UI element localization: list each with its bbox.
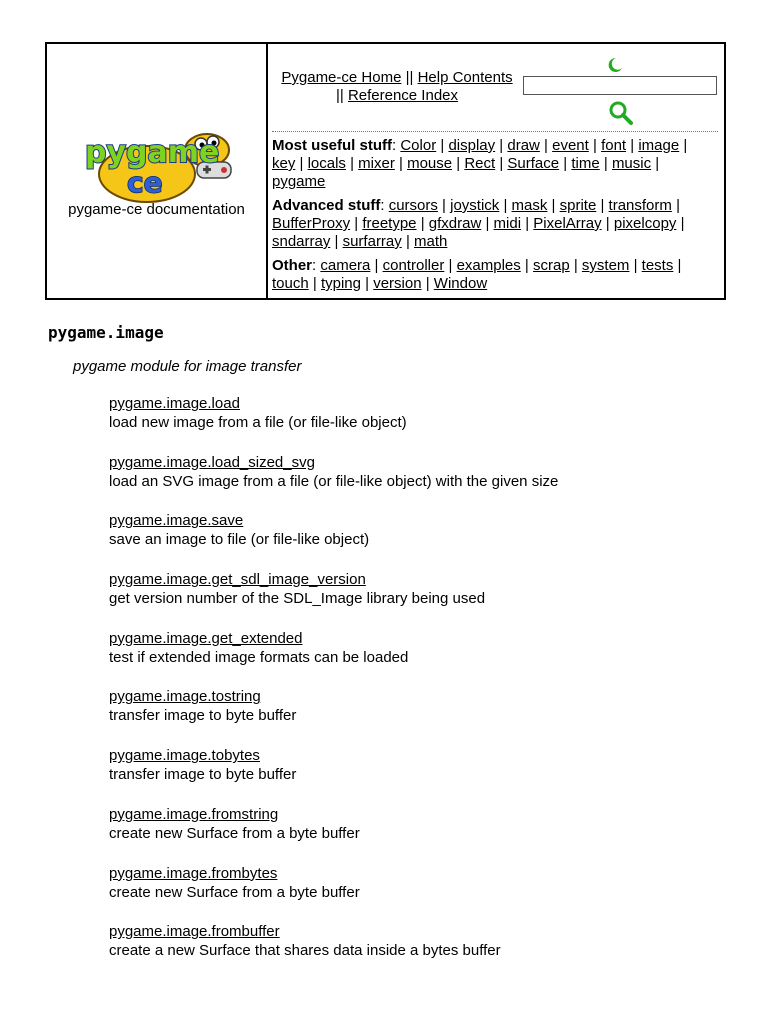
link-draw[interactable]: draw [507,137,540,154]
divider [272,131,718,132]
function-description: create new Surface from a byte buffer [109,824,360,842]
function-entry [109,629,729,688]
reference-index-link[interactable]: Reference Index [347,87,459,104]
group-label: Advanced stuff [272,197,381,214]
link-window[interactable]: Window [433,275,488,292]
link-tests[interactable]: tests [641,257,674,274]
function-link[interactable]: pygame.image.get_extended [109,629,303,647]
function-entry [109,570,729,629]
function-description: get version number of the SDL_Image library being used [109,590,486,608]
link-sprite[interactable]: sprite [559,197,597,214]
link-cursors[interactable]: cursors [388,197,438,214]
function-description: test if extended image formats can be loaded [109,648,409,666]
nav-cell [268,44,724,298]
group-label: Most useful stuff [272,137,392,154]
link-version[interactable]: version [373,275,422,292]
logo-cell [47,44,268,298]
function-link[interactable]: pygame.image.tostring [109,688,261,706]
svg-text:ce: ce [127,166,163,199]
link-touch[interactable]: touch [272,275,309,292]
function-entry [109,394,729,453]
link-camera[interactable]: camera [320,257,371,274]
function-entry [109,453,729,512]
function-link[interactable]: pygame.image.save [109,512,244,530]
function-entry [109,746,729,805]
function-entry [109,805,729,864]
function-description: create new Surface from a byte buffer [109,883,360,901]
group-advanced: Advanced stuff: cursors | joystick | mask | sprite | transform | BufferProxy | freetype | gfxdraw | midi | PixelArray | pixelcopy | sndarray | surfarray | math [272,197,685,250]
function-link[interactable]: pygame.image.frombytes [109,864,278,882]
link-scrap[interactable]: scrap [533,257,570,274]
function-description: create a new Surface that shares data inside a bytes buffer [109,942,501,960]
link-surface[interactable]: Surface [507,155,560,172]
link-font[interactable]: font [601,137,627,154]
link-event[interactable]: event [552,137,589,154]
function-list [109,394,729,981]
function-link[interactable]: pygame.image.load_sized_svg [109,453,315,471]
function-entry [109,687,729,746]
separator: || [405,69,414,86]
separator: || [335,87,344,104]
link-mouse[interactable]: mouse [407,155,453,172]
link-bufferproxy[interactable]: BufferProxy [272,215,351,232]
group-label: Other [272,257,313,274]
pygame-ce-logo[interactable] [79,126,237,206]
reference-links [272,137,702,299]
function-entry [109,864,729,923]
module-subtitle: pygame module for image transfer [73,358,302,375]
function-link[interactable]: pygame.image.load [109,395,240,412]
link-joystick[interactable]: joystick [450,197,500,214]
link-typing[interactable]: typing [320,275,361,292]
link-mixer[interactable]: mixer [358,155,395,172]
function-link[interactable]: pygame.image.tobytes [109,747,260,765]
link-key[interactable]: key [272,155,296,172]
function-link[interactable]: pygame.image.fromstring [109,805,279,823]
link-sndarray[interactable]: sndarray [272,233,331,250]
function-description: transfer image to byte buffer [109,707,297,725]
link-pygame[interactable]: pygame [272,173,326,190]
function-description: load new image from a file (or file-like object) [109,414,407,431]
link-time[interactable]: time [571,155,600,172]
function-description: save an image to file (or file-like object) [109,531,370,549]
link-freetype[interactable]: freetype [362,215,417,232]
link-gfxdraw[interactable]: gfxdraw [428,215,482,232]
search-input[interactable] [523,76,717,95]
help-contents-link[interactable]: Help Contents [417,69,513,86]
function-entry [109,511,729,570]
logo-caption: pygame-ce documentation [68,201,245,218]
header-table [45,42,726,300]
function-description: load an SVG image from a file (or file-like object) with the given size [109,472,559,490]
svg-text:pygame: pygame [85,135,220,170]
link-music[interactable]: music [611,155,652,172]
function-description: transfer image to byte buffer [109,766,297,784]
link-color[interactable]: Color [400,137,437,154]
link-pixelarray[interactable]: PixelArray [533,215,602,232]
group-other: Other: camera | controller | examples | scrap | system | tests | touch | typing | version | Window [272,257,682,292]
link-examples[interactable]: examples [456,257,521,274]
function-link[interactable]: pygame.image.frombuffer [109,923,280,941]
link-system[interactable]: system [581,257,630,274]
search-icon[interactable] [608,100,634,131]
link-pixelcopy[interactable]: pixelcopy [613,215,677,232]
link-transform[interactable]: transform [608,197,672,214]
link-midi[interactable]: midi [493,215,522,232]
group-most-useful: Most useful stuff: Color | display | draw | event | font | image | key | locals | mixer | mouse | Rect | Surface | time | music | pygame [272,137,688,190]
link-rect[interactable]: Rect [464,155,496,172]
link-locals[interactable]: locals [307,155,346,172]
link-controller[interactable]: controller [382,257,445,274]
link-display[interactable]: display [448,137,496,154]
home-link[interactable]: Pygame-ce Home [281,69,402,86]
function-entry [109,922,729,981]
link-image[interactable]: image [638,137,680,154]
link-mask[interactable]: mask [511,197,548,214]
top-links [274,69,520,105]
link-surfarray[interactable]: surfarray [342,233,402,250]
module-title: pygame.image [48,323,164,342]
function-link[interactable]: pygame.image.get_sdl_image_version [109,571,366,589]
link-math[interactable]: math [414,233,448,250]
